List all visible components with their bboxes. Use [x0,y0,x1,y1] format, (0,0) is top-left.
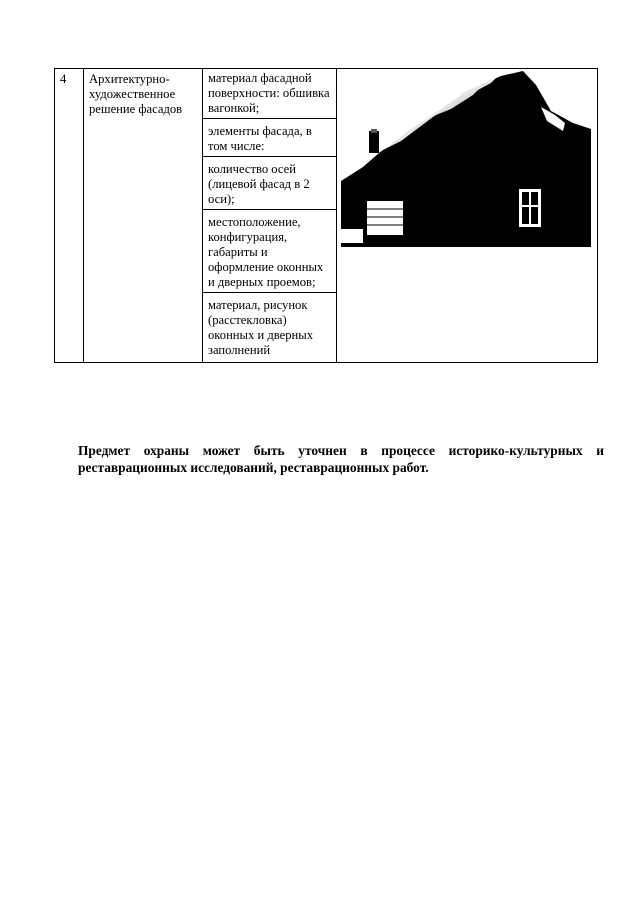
row-name-cell [84,69,203,363]
row-name: Архитектурно-художественное решение фасадов [89,72,183,116]
protection-note: Предмет охраны может быть уточнен в процессе историко-культурных и реставрационных исследований, реставрационных работ. [78,443,604,475]
item-facade-elements: элементы фасада, в том числе: [203,118,336,156]
item-facade-material: материал фасадной поверхности: обшивка вагонкой; [208,71,330,115]
row-items-cell [203,69,337,363]
item-axes-count: количество осей (лицевой фасад в 2 оси); [203,156,336,209]
item-openings: местоположение, конфигурация, габариты и оформление оконных и дверных проемов; [203,209,336,292]
house-photo [341,71,591,259]
item-fillings: материал, рисунок (расстекловка) оконных и дверных заполнений [203,292,336,362]
photo-cell [337,69,598,363]
row-number-cell [55,69,84,363]
table-row [55,69,598,363]
row-number: 4 [60,72,67,86]
protection-subject-table [54,68,598,363]
